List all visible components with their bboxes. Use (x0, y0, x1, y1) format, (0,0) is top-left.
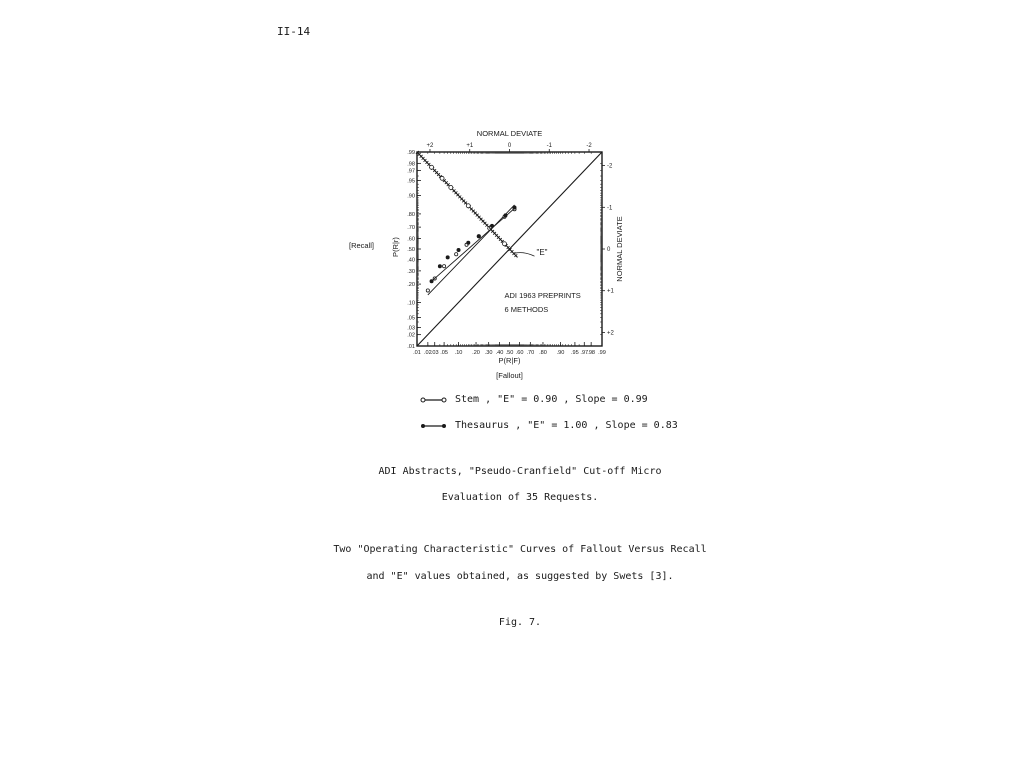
data-point-stem (426, 289, 429, 292)
y-tick-label: .05 (407, 315, 415, 322)
y-tick-label: .80 (407, 211, 415, 218)
caption-line-3: Two "Operating Characteristic" Curves of Fallout Versus Recall (333, 544, 707, 555)
x-tick-label: .30 (484, 350, 493, 356)
annotation-subtitle: 6 METHODS (504, 305, 549, 315)
y-tick-label: .99 (407, 150, 415, 156)
data-point-thesaurus (513, 206, 516, 209)
x-tick-label: .90 (556, 350, 565, 356)
negative-diagonal-marker (466, 204, 470, 208)
caption-line-2: Evaluation of 35 Requests. (441, 492, 599, 503)
y-tick-label: .98 (407, 161, 415, 168)
data-point-thesaurus (457, 248, 460, 251)
caption-line-1: ADI Abstracts, "Pseudo-Cranfield" Cut-off Micro (378, 466, 662, 477)
right-tick-label: +1 (607, 288, 614, 295)
data-point-thesaurus (430, 280, 433, 283)
legend-label-thesaurus: Thesaurus , "E" = 1.00 , Slope = 0.83 (455, 420, 678, 431)
y-tick-label: .02 (407, 332, 415, 339)
y-tick-label: .70 (407, 225, 415, 232)
x-tick-label: .60 (515, 350, 524, 356)
page-number: II-14 (277, 25, 311, 38)
data-point-thesaurus (446, 256, 449, 259)
y-tick-label: .10 (407, 300, 415, 307)
top-tick-label: +2 (426, 143, 434, 149)
data-point-stem (455, 253, 458, 256)
x-tick-label: .98 (587, 350, 596, 356)
y-tick-label: .50 (407, 247, 415, 253)
y-tick-label: .20 (407, 282, 415, 289)
right-tick-label: 0 (607, 247, 611, 253)
top-tick-label: 0 (507, 143, 512, 149)
right-tick-label: +2 (607, 330, 614, 337)
roc-chart (330, 120, 650, 385)
negative-diagonal-marker (449, 185, 453, 189)
data-point-stem (442, 265, 445, 268)
y-tick-label: .95 (407, 178, 415, 185)
y-tick-label: .01 (407, 344, 415, 350)
legend-label-stem: Stem , "E" = 0.90 , Slope = 0.99 (455, 394, 648, 405)
y-tick-label: .30 (407, 268, 415, 275)
right-tick-label: -2 (607, 163, 613, 170)
y-tick-label: .90 (407, 193, 415, 200)
x-tick-label: .50 (505, 350, 514, 356)
x-tick-label: .80 (539, 350, 547, 356)
top-tick-label: +1 (466, 143, 474, 149)
data-point-thesaurus (504, 214, 507, 217)
y-tick-label: .03 (407, 325, 415, 332)
negative-diagonal-marker (503, 242, 507, 246)
x-tick-label: .97 (580, 350, 589, 356)
top-axis-title: NORMAL DEVIATE (476, 129, 543, 138)
negative-diagonal-marker (430, 165, 434, 169)
x-axis-note: [Fallout] (496, 371, 523, 380)
top-tick-label: -2 (586, 143, 592, 149)
figure-label: Fig. 7. (498, 617, 542, 628)
legend-marker-open (420, 395, 450, 405)
x-tick-label: .99 (598, 350, 606, 356)
data-point-thesaurus (477, 235, 480, 238)
x-tick-label: .03 (430, 350, 439, 356)
data-point-thesaurus (467, 241, 470, 244)
negative-diagonal-marker (440, 176, 444, 180)
data-point-thesaurus (438, 265, 441, 268)
y-axis-title: P(R|r) (391, 237, 400, 257)
series-fit-line-thesaurus (432, 208, 515, 281)
right-tick-label: -1 (607, 205, 613, 212)
x-tick-label: .40 (495, 350, 504, 356)
legend-marker-filled (420, 421, 450, 431)
right-axis-title: NORMAL DEVIATE (615, 216, 624, 282)
e-leader-line (514, 253, 534, 257)
x-tick-label: .05 (440, 350, 448, 356)
y-tick-label: .97 (407, 168, 415, 175)
y-tick-label: .40 (407, 257, 415, 264)
data-point-thesaurus (490, 224, 493, 227)
e-label: "E" (536, 248, 548, 258)
x-tick-label: .20 (472, 350, 480, 356)
x-tick-label: .02 (423, 350, 432, 356)
x-tick-label: .01 (413, 350, 421, 356)
annotation-title: ADI 1963 PREPRINTS (504, 290, 581, 300)
top-tick-label: -1 (546, 143, 552, 149)
x-axis-title: P(R|F) (498, 356, 521, 365)
x-tick-label: .10 (454, 350, 463, 356)
caption-line-4: and "E" values obtained, as suggested by Swets [3]. (366, 571, 674, 582)
series-fit-line-stem (428, 205, 515, 295)
x-tick-label: .70 (526, 350, 535, 356)
x-tick-label: .95 (571, 350, 579, 356)
y-tick-label: .60 (407, 236, 415, 243)
y-axis-note: [Recall] (349, 241, 375, 250)
